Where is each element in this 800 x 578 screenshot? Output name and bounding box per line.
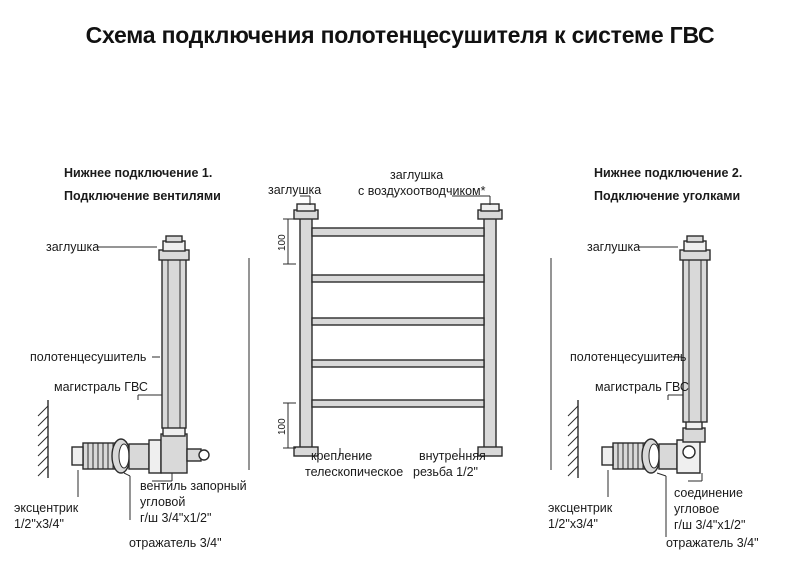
center-towel-rail xyxy=(277,196,502,456)
center-label-thread-line2: резьба 1/2" xyxy=(413,465,478,479)
left-label-eccentric-line2: 1/2"x3/4" xyxy=(14,517,64,531)
left-label-valve-line2: угловой xyxy=(140,495,186,509)
dimension-top-text: 100 xyxy=(277,234,288,251)
right-label-angle-line2: угловое xyxy=(674,502,720,516)
right-label-eccentric-line2: 1/2"x3/4" xyxy=(548,517,598,531)
left-label-eccentric-line1: эксцентрик xyxy=(14,501,79,515)
right-label-hot-water-main: магистраль ГВС xyxy=(595,380,689,394)
left-heading-line1: Нижнее подключение 1. xyxy=(64,166,213,180)
right-label-plug: заглушка xyxy=(587,240,641,254)
center-label-plug-air-line1: заглушка xyxy=(390,168,444,182)
right-label-angle-line1: соединение xyxy=(674,486,743,500)
right-heading-line1: Нижнее подключение 2. xyxy=(594,166,743,180)
dimension-bottom-text: 100 xyxy=(277,418,288,435)
left-label-hot-water-main: магистраль ГВС xyxy=(54,380,148,394)
left-label-valve-line1: вентиль запорный xyxy=(140,479,247,493)
center-label-plug: заглушка xyxy=(268,183,322,197)
left-label-towel-rail: полотенцесушитель xyxy=(30,350,147,364)
center-label-plug-air-line2: с воздухоотводчиком* xyxy=(358,184,486,198)
center-label-mount-line2: телескопическое xyxy=(305,465,404,479)
left-label-reflector: отражатель 3/4" xyxy=(129,536,222,550)
right-label-reflector: отражатель 3/4" xyxy=(666,536,759,550)
center-label-mount-line1: крепление xyxy=(311,449,373,463)
center-label-thread-line1: внутренняя xyxy=(419,449,486,463)
left-label-valve-line3: г/ш 3/4"x1/2" xyxy=(140,511,212,525)
right-heading-line2: Подключение уголками xyxy=(594,189,741,203)
right-label-eccentric-line1: эксцентрик xyxy=(548,501,613,515)
right-label-towel-rail: полотенцесушитель xyxy=(570,350,687,364)
left-heading-line2: Подключение вентилями xyxy=(64,189,221,203)
right-label-angle-line3: г/ш 3/4"x1/2" xyxy=(674,518,746,532)
page-title: Схема подключения полотенцесушителя к системе ГВС xyxy=(85,22,715,48)
left-label-plug: заглушка xyxy=(46,240,100,254)
